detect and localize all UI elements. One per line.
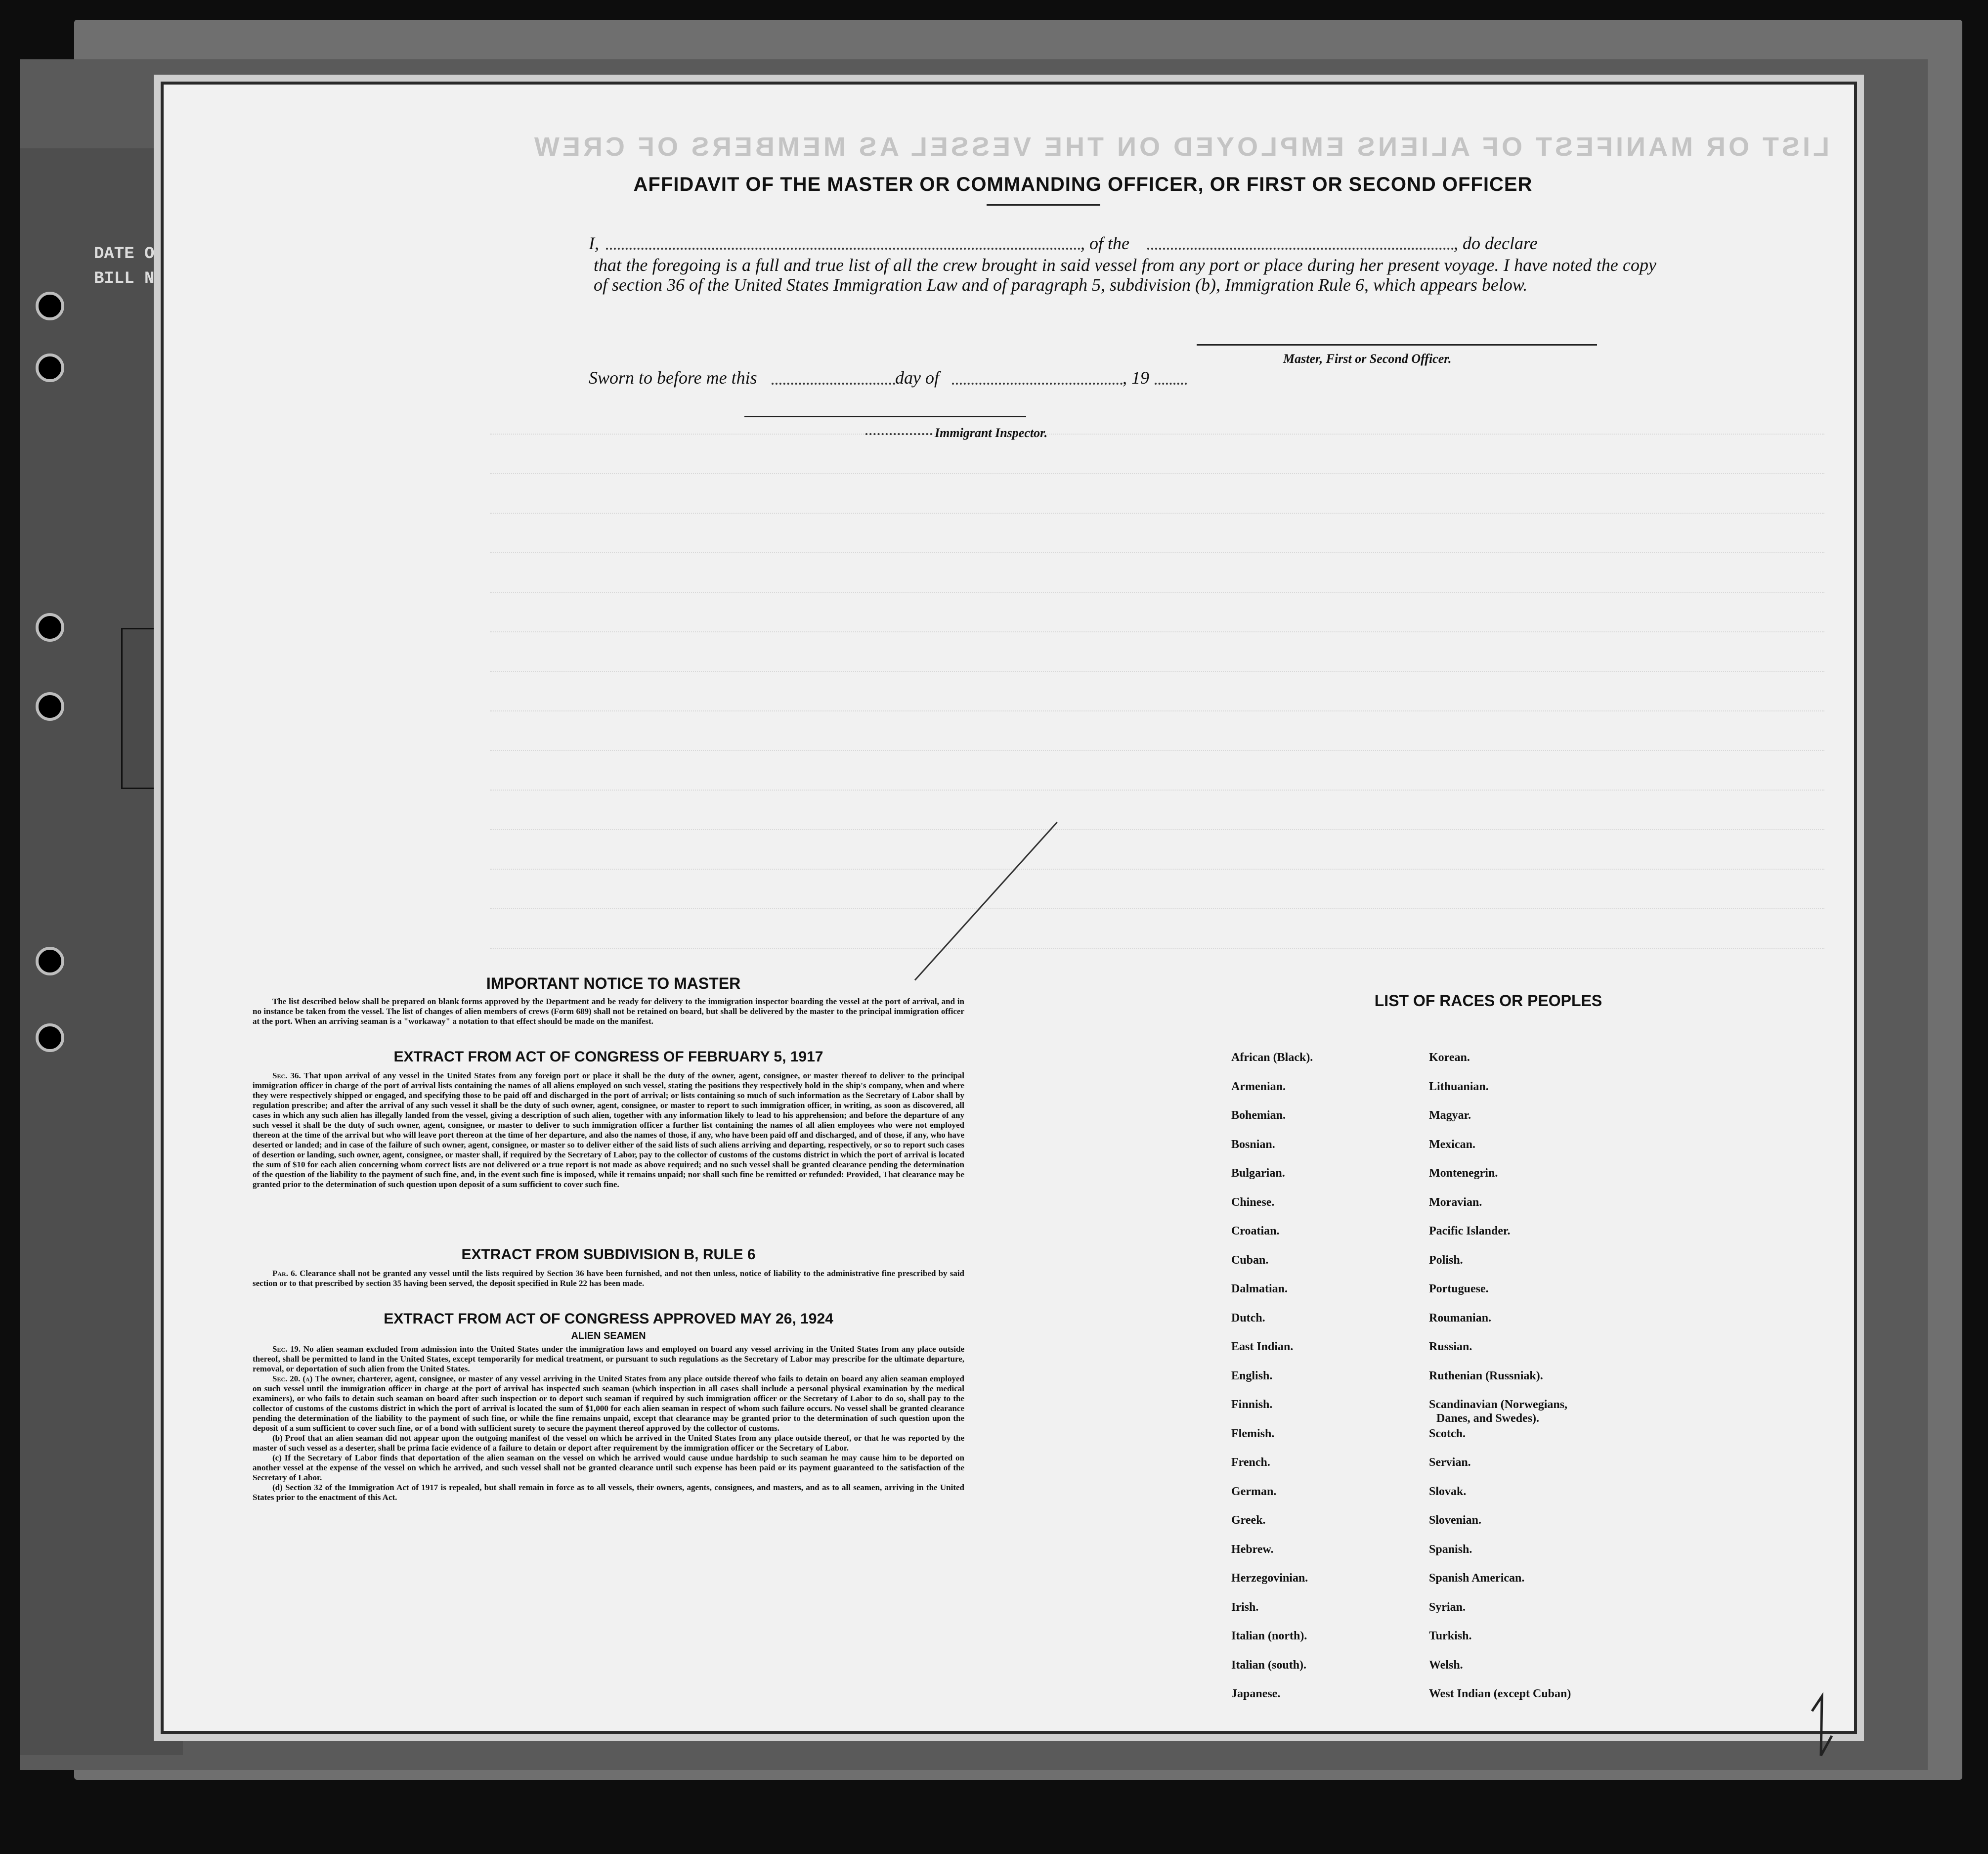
sec36-lead: Sec. 36. [272, 1071, 301, 1080]
race-item: Welsh. [1429, 1658, 1463, 1672]
side-date-label: DATE O [94, 245, 155, 264]
race-item: Slovenian. [1429, 1514, 1482, 1527]
bleed-through-row [490, 732, 1824, 751]
binder-hole [36, 292, 64, 320]
sec20c-text: If the Secretary of Labor finds that deportation of the alien seaman on the vessel on which he arrived would cause undue hardship to such seaman he may cause him to be deported on another vessel at the expense of the vessel on which he arrived, and such vessel shall not be granted clearance until such expense has been paid or its payment guaranteed to the satisfaction of the Secretary of Labor. [253, 1453, 965, 1482]
sec20b-paragraph [253, 1433, 964, 1453]
pen-mark [1807, 1691, 1837, 1770]
race-item: Roumanian. [1429, 1311, 1492, 1324]
race-item: Magyar. [1429, 1109, 1471, 1122]
affidavit-body: that the foregoing is a full and true list of all the crew brought in said vessel from any port or place during her present voyage. I have noted the copy of section 36 of the United States Immigration Law and of paragraph 5, subdivision (b), Immigration Rule 6, which appears below. [594, 255, 1656, 295]
title-underline [987, 204, 1100, 206]
extract-1917-text [253, 1071, 964, 1190]
race-item: Cuban. [1231, 1253, 1269, 1267]
race-item: Scotch. [1429, 1427, 1466, 1440]
par6-text: Clearance shall not be granted any vessel until the lists required by Section 36 have been furnished, and not then unless, notice of liability to the administrative fine prescribed by said section or to that prescribed by section 35 having been served, the deposit specified in Rule 22 has been made. [253, 1269, 965, 1288]
race-item: Korean. [1429, 1051, 1470, 1064]
bleed-through-row [490, 772, 1824, 791]
race-item: Ruthenian (Russniak). [1429, 1369, 1543, 1382]
extract-1924-title: EXTRACT FROM ACT OF CONGRESS APPROVED MAY 26, 1924 [384, 1311, 833, 1327]
affidavit-title: AFFIDAVIT OF THE MASTER OR COMMANDING OFFICER, OR FIRST OR SECOND OFFICER [633, 174, 1533, 195]
bleed-through-row [490, 653, 1824, 672]
race-item: Chinese. [1231, 1195, 1275, 1209]
bleed-through-row [490, 534, 1824, 553]
race-item: Irish. [1231, 1600, 1259, 1614]
bleed-through-row [490, 416, 1824, 435]
par6-lead: Par. 6. [272, 1269, 297, 1278]
race-item: English. [1231, 1369, 1273, 1382]
bleed-through-row [490, 495, 1824, 514]
race-item: Moravian. [1429, 1195, 1482, 1209]
race-item: Dalmatian. [1231, 1282, 1288, 1295]
extract-1924-text [253, 1344, 964, 1502]
race-item: Spanish. [1429, 1543, 1472, 1556]
sec20a-lead: Sec. 20. (a) [272, 1374, 313, 1383]
race-item: Syrian. [1429, 1600, 1466, 1614]
master-signature-line[interactable] [1197, 344, 1597, 346]
binder-hole [36, 1023, 64, 1052]
race-item: Polish. [1429, 1253, 1463, 1267]
race-item: West Indian (except Cuban) [1429, 1687, 1571, 1700]
binder-hole [36, 692, 64, 721]
sec20a-text: The owner, charterer, agent, consignee, or master of any vessel arriving in the United States from any place outside thereof who fails to detain on board any alien seaman employed on such vessel until the immigration officer in charge at the port of arrival has inspected such seaman (which inspection in all cases shall include a personal physical examination by the medical examiners), or who fails to detain such seaman on board after such inspection or to deport such seaman if required by such immigration officer or the Secretary of Labor to do so, shall pay to the collector of customs of the customs district in which the port of arrival is located the sum of $1,000 for each alien seaman in respect of whom such failure occurs. No vessel shall be granted clearance pending the determination of the liability to the payment of such fine, or while the fine remains unpaid, except that clearance may be granted prior to the determination of such question upon the deposit of a sum sufficient to cover such fine, or of a bond with sufficient surety to secure the payment thereof approved by the collector of customs. [253, 1374, 964, 1433]
race-item: Russian. [1429, 1340, 1472, 1353]
notice-title: IMPORTANT NOTICE TO MASTER [486, 974, 741, 992]
sec20b-lead: (b) [272, 1433, 283, 1443]
master-signature-label: Master, First or Second Officer. [1283, 352, 1452, 366]
race-item: Italian (north). [1231, 1630, 1307, 1642]
race-item: Flemish. [1231, 1427, 1275, 1440]
sec36-text: That upon arrival of any vessel in the United States from any foreign port or place it shall be the duty of the owner, agent, consignee, or master thereof to deliver to the principal immigration officer in charge of the port of arrival lists containing the names of all aliens employed on such vessel, stating the positions they respectively hold in the ship's company, when and where they were respectively shipped or engaged, and specifying those to be paid off and discharged in the port of arrival; or lists containing so much of such information as the Secretary of Labor shall by regulation prescribe; and after the arrival of any such vessel it shall be the duty of such owner, agent, consignee, or master to report to such immigration officer, in writing, as soon as discovered, all cases in which any such alien has illegally landed from the vessel, giving a description of such alien, together with any information likely to lead to his apprehension; and before the departure of any such vessel it shall be the duty of such owner, agent, consignee, or master to deliver to such immigration officer a further list containing the names of all alien employees who were not employed thereon at the time of the arrival but who will leave port thereon at the time of her departure, and also the names of those, if any, who have been paid off and discharged, and of those, if any, who have deserted or landed; and in case of the failure of such owner, agent, consignee, or master so to deliver either of the said lists of such aliens arriving and departing, respectively, or so to report such cases of desertion or landing, such owner, agent, consignee, or master shall, if required by the Secretary of Labor, pay to the collector of customs of the customs district in which the port of arrival is located the sum of $10 for each alien concerning whom correct lists are not delivered or a true report is not made as above required; and no such vessel shall be granted clearance pending the determination of the question of the liability to the payment of such fine, and, in the event such fine is imposed, while it remains unpaid; nor shall such fine be remitted or refunded: Provided, That clearance may be granted prior to the determination of such question upon deposit of a sum sufficient to cover such fine. [253, 1071, 964, 1189]
race-item: Greek. [1231, 1514, 1266, 1527]
sec20d-text: Section 32 of the Immigration Act of 1917 is repealed, but shall remain in force as to all vessels, their owners, agents, consignees, and masters, and as to all seamen, arriving in the United States prior to the enactment of this Act. [253, 1483, 964, 1502]
binder-hole [36, 613, 64, 642]
bleed-through-row [490, 614, 1824, 632]
race-item: French. [1231, 1456, 1270, 1469]
manifest-back-page [161, 82, 1857, 1734]
race-item: Dutch. [1231, 1311, 1265, 1324]
race-item: Hebrew. [1231, 1543, 1274, 1556]
race-item: Pacific Islander. [1429, 1225, 1511, 1237]
sec20c-lead: (c) [272, 1453, 282, 1462]
affidavit-i-label: I, [589, 233, 599, 253]
day-of-label: day of [895, 368, 939, 388]
race-item: Danes, and Swedes). [1436, 1412, 1540, 1425]
race-item: Finnish. [1231, 1398, 1273, 1411]
binder-hole [36, 947, 64, 975]
extract-rule6-text [253, 1269, 964, 1288]
declarant-name-line[interactable] [606, 248, 1080, 250]
side-bill-label: BILL N [94, 269, 155, 288]
bleed-through-row [490, 455, 1824, 474]
of-the-label: , of the [1080, 233, 1129, 253]
race-item: Bulgarian. [1231, 1167, 1285, 1180]
sec20b-text: Proof that an alien seaman did not appear upon the outgoing manifest of the vessel on which he arrived in the United States from any place outside thereof, or that he was reported by the master of such vessel as a deserter, shall be prima facie evidence of a failure to detain or deport after requirement by the immigration officer or the Secretary of Labor. [253, 1433, 965, 1453]
race-item: Lithuanian. [1429, 1080, 1489, 1093]
do-declare-label: , do declare [1454, 233, 1538, 253]
bleed-through-row [490, 574, 1824, 593]
race-item: Bosnian. [1231, 1138, 1275, 1151]
bleed-through-row [490, 890, 1824, 909]
sec20c-paragraph [253, 1453, 964, 1483]
race-item: Montenegrin. [1429, 1167, 1498, 1180]
bleed-through-row [490, 930, 1824, 949]
notice-text: The list described below shall be prepared on blank forms approved by the Department and be ready for delivery to the immigration inspector boarding the vessel at the port of arrival, and in no instance be taken from the vessel. The list of changes of alien members of crews (Form 689) shall not be retained on board, but shall be delivered by the master to the principal immigration officer at the port. When an arriving seaman is a "workaway" a notation to that effect should be made on the manifest. [253, 997, 964, 1026]
sec19-lead: Sec. 19. [272, 1344, 301, 1354]
race-item: German. [1231, 1485, 1277, 1498]
alien-seamen-subtitle: ALIEN SEAMEN [571, 1330, 646, 1341]
race-item: Servian. [1429, 1456, 1471, 1469]
bleed-through-row [490, 851, 1824, 870]
sec19-paragraph [253, 1344, 964, 1374]
sec20d-lead: (d) [272, 1483, 283, 1492]
race-item: African (Black). [1231, 1051, 1313, 1064]
race-item: Italian (south). [1231, 1658, 1307, 1672]
race-item: Slovak. [1429, 1485, 1467, 1498]
sworn-day-line[interactable] [772, 383, 895, 385]
binder-hole [36, 353, 64, 382]
bleed-through-heading: LIST OR MANIFEST OF ALIENS EMPLOYED ON THE VESSEL AS MEMBERS OF CREW [531, 132, 1829, 162]
race-item: Mexican. [1429, 1138, 1475, 1151]
sec19-text: No alien seaman excluded from admission into the United States under the immigration laws and employed on board any vessel arriving in the United States from any place outside thereof, shall be permitted to land in the United States, except temporarily for medical treatment, or pursuant to such regulations as the Secretary of Labor may prescribe for the ultimate departure, removal, or deportation of such alien from the United States. [253, 1344, 964, 1373]
race-item: Japanese. [1231, 1687, 1281, 1700]
race-item: Portuguese. [1429, 1282, 1489, 1295]
inspector-dots [865, 433, 932, 435]
sec20a-paragraph [253, 1374, 964, 1433]
vessel-name-line[interactable] [1147, 248, 1454, 250]
sworn-year-line[interactable] [1155, 383, 1187, 385]
races-title: LIST OF RACES OR PEOPLES [1374, 992, 1602, 1010]
sworn-month-line[interactable] [952, 383, 1123, 385]
bleed-through-row [490, 811, 1824, 830]
race-item: Herzegovinian. [1231, 1572, 1308, 1585]
sworn-label: Sworn to before me this [589, 368, 757, 388]
inspector-label: Immigrant Inspector. [935, 426, 1048, 440]
race-item: East Indian. [1231, 1340, 1294, 1353]
race-item: Turkish. [1429, 1630, 1472, 1642]
race-item: Spanish American. [1429, 1572, 1525, 1585]
race-item: Scandinavian (Norwegians, [1429, 1398, 1568, 1411]
race-item: Croatian. [1231, 1225, 1280, 1237]
sec20d-paragraph [253, 1483, 964, 1502]
race-item: Armenian. [1231, 1080, 1286, 1093]
extract-1917-title: EXTRACT FROM ACT OF CONGRESS OF FEBRUARY 5, 1917 [393, 1049, 823, 1065]
year-prefix: , 19 [1123, 368, 1149, 388]
race-item: Bohemian. [1231, 1109, 1286, 1122]
bleed-through-row [490, 693, 1824, 711]
extract-rule6-title: EXTRACT FROM SUBDIVISION B, RULE 6 [461, 1246, 756, 1263]
inspector-signature-line[interactable] [744, 416, 1026, 417]
